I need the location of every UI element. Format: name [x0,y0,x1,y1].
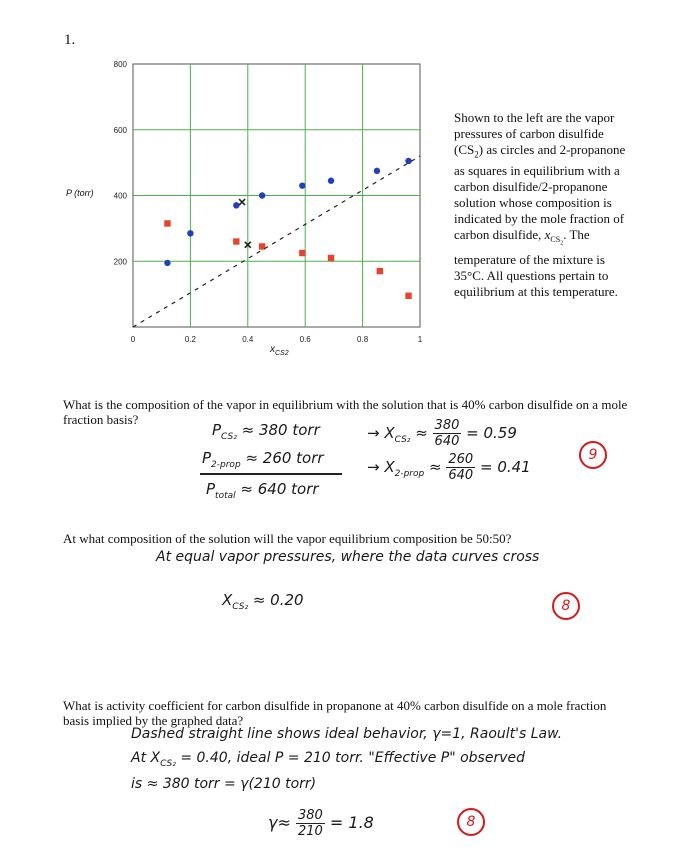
q2-answer-reason: At equal vapor pressures, where the data curves cross [156,549,540,565]
propanone-square-point [405,293,411,299]
y-tick-label: 200 [113,257,127,267]
x-tick-label: 0.8 [357,335,369,344]
y-axis-label: P (torr) [66,188,94,198]
y-tick-label: 800 [113,60,127,69]
sum-line [200,473,342,475]
x-tick-label: 1 [417,335,423,344]
q3-answer-gamma: γ≈ $\frac{380}{210}$ = 1.8 [268,808,374,839]
q1-answer-p-cs2: $P_{CS_2} \approx 380$ torr [212,421,320,442]
q1-answer-p-total: $P_{total} \approx 640$ torr [206,480,319,501]
cs2-circle-point [328,178,334,184]
y-tick-label: 400 [113,191,127,201]
question-2: At what composition of the solution will the vapor equilibrium composition be 50:50? [63,531,512,546]
q1-score: 9 [579,441,607,469]
cs2-circle-point [259,192,265,198]
cs2-circle-point [405,158,411,164]
q1-answer-x-prop: → $X_{2-prop}$ ≈ $\frac{260}{640}$ = 0.41 [367,452,531,483]
cs2-circle-point [164,260,170,266]
chart-grid [133,64,420,327]
question-1: What is the composition of the vapor in equilibrium with the solution that is 40% carbon disulfide on a mole fraction basis? [63,397,628,427]
q3-score: 8 [457,808,485,836]
x-tick-label: 0.4 [242,335,254,344]
cs2-circle-point [233,202,239,208]
cs2-circle-point [187,230,193,236]
propanone-square-point [299,250,305,256]
q2-score: 8 [552,592,580,620]
q2-answer-x-cs2: $X_{CS_2} \approx 0.20$ [222,591,304,612]
chart-description: Shown to the left are the vapor pressures of carbon disulfide $(CS_2)$ as circles and 2-propanone as squares in equilibrium with a carbon disulfide/2-propanone solution whose composition is indicated by the mole fraction of carbon disulfide, $x_{CS_2}$. The temperature of the mixture is 35°C. All questions pertain to equilibrium at this temperature. [454,110,626,299]
cs2-circle-point [374,168,380,174]
q3-answer-line2: At $X_{CS_2} = 0.40$, ideal P = 210 torr. "Effective P" observed [131,750,525,769]
x-tick-label: 0.6 [299,335,311,344]
q1-answer-x-cs2: → $X_{CS_2}$ ≈ $\frac{380}{640}$ = 0.59 [367,418,517,449]
x-tick-label: 0.2 [184,335,196,344]
propanone-square-point [259,243,265,249]
q1-answer-p-prop: $P_{2-prop} \approx 260$ torr [202,449,324,470]
propanone-square-point [377,268,383,274]
x-tick-label: 0 [130,335,136,344]
propanone-square-point [164,220,170,226]
x-axis-label: $x_{CS2}$ [270,344,289,357]
cs2-circle-point [299,182,305,188]
propanone-square-point [233,238,239,244]
propanone-square-point [328,255,334,261]
y-tick-label: 600 [113,125,127,135]
question-3: What is activity coefficient for carbon disulfide in propanone at 40% carbon disulfide on a mole fraction basis implied by the graphed data? [63,698,607,728]
problem-number: 1. [64,32,76,48]
q3-answer-line1: Dashed straight line shows ideal behavior, γ=1, Raoult's Law. [131,726,563,742]
q3-answer-line3: is ≈ 380 torr = γ(210 torr) [131,776,317,792]
